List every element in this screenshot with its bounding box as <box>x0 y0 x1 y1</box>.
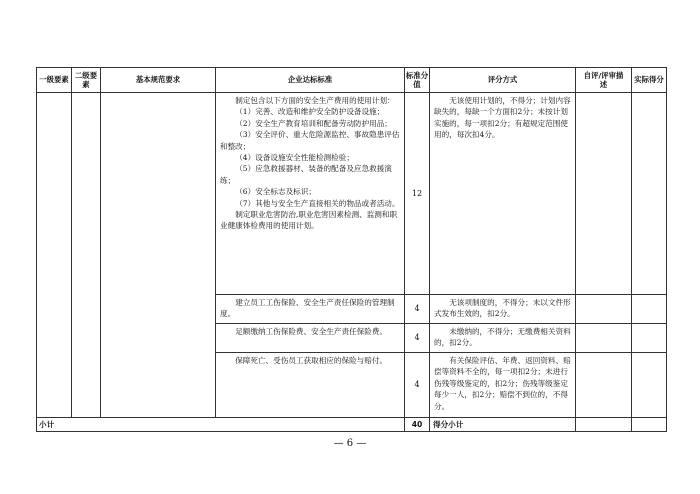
header-basic-requirements: 基本规范要求 <box>101 68 216 93</box>
standard-paragraph: 制定包含以下方面的安全生产费用的使用计划： <box>235 96 395 105</box>
standard-paragraph: 保障死亡、受伤员工获取相应的保险与赔付。 <box>235 356 388 365</box>
subtotal-self-eval-cell <box>576 418 632 432</box>
header-self-evaluation: 自评/评审描 述 <box>576 68 632 93</box>
score-cell: 12 <box>405 93 430 295</box>
standard-cell <box>216 324 405 353</box>
table-row <box>37 93 667 295</box>
standard-paragraph: 建立员工工伤保险、安全生产责任保险的管理制度。 <box>220 298 395 319</box>
self-eval-cell <box>576 324 632 353</box>
standard-cell <box>216 93 405 295</box>
standard-item: （5）应急救援器材、装备的配备及应急救援演练； <box>220 164 392 185</box>
actual-score-cell <box>632 353 667 418</box>
standard-paragraph: 制定职业危害防治,职业危害因素检测、监测和职业健康体检费用的使用计划。 <box>220 210 398 231</box>
method-cell <box>430 324 576 353</box>
header-scoring-method: 评分方式 <box>430 68 576 93</box>
method-text: 无该使用计划的，不得分；计划内容缺失的，每缺一个方面扣2分；未按计划实施的，每一项扣2分；有超规定范围使用的，每次扣4分。 <box>434 96 571 140</box>
standard-item: （6）安全标志及标识； <box>235 187 316 197</box>
method-text: 无该项制度的，不得分；未以文件形式发布生效的，扣2分。 <box>434 298 571 319</box>
level1-cell <box>37 93 72 418</box>
actual-score-cell <box>632 324 667 353</box>
header-actual-score: 实际得分 <box>632 68 667 93</box>
standard-cell <box>216 295 405 324</box>
standard-item: （1）完善、改造和维护安全防护设备设施； <box>235 107 385 117</box>
header-enterprise-standard: 企业达标标准 <box>216 68 405 93</box>
standard-item: （4）设备设施安全性能检测检验； <box>235 153 354 163</box>
method-cell <box>430 93 576 295</box>
self-eval-cell <box>576 353 632 418</box>
standard-paragraph: 足额缴纳工伤保险费、安全生产责任保险费。 <box>235 327 388 336</box>
self-eval-cell <box>576 295 632 324</box>
header-standard-score: 标准分值 <box>405 68 430 93</box>
actual-score-cell <box>632 295 667 324</box>
standards-table <box>36 67 667 432</box>
level2-cell <box>72 93 101 418</box>
subtotal-method-label: 得分小计 <box>430 418 576 432</box>
header-level1: 一级要素 <box>37 68 72 93</box>
subtotal-value: 40 <box>405 418 430 432</box>
standard-item: （7）其他与安全生产直接相关的物品或者活动。 <box>235 198 400 208</box>
method-text: 未缴纳的，不得分；无缴费相关资料的，扣2分。 <box>434 327 571 348</box>
standard-item: （3）安全评价、重大危险源监控、事故隐患评估和整改； <box>220 130 400 151</box>
subtotal-actual-cell <box>632 418 667 432</box>
score-cell: 4 <box>405 353 430 418</box>
method-cell <box>430 353 576 418</box>
standard-item: （2）安全生产教育培训和配备劳动防护用品； <box>235 118 392 128</box>
basic-requirements-cell <box>101 93 216 418</box>
header-level2: 二级要素 <box>72 68 101 93</box>
score-cell: 4 <box>405 324 430 353</box>
subtotal-row <box>37 418 667 432</box>
actual-score-cell <box>632 93 667 295</box>
method-cell <box>430 295 576 324</box>
header-row <box>37 68 667 93</box>
subtotal-label: 小计 <box>37 418 405 432</box>
method-text: 有关保险评估、年费、返回资料、赔偿等资料不全的，每一项扣2分；未进行伤残等级鉴定的，扣2分；伤残等级鉴定每少一人，扣2分；赔偿不到位的，不得分。 <box>434 356 571 411</box>
page-number: — 6 — <box>333 438 367 449</box>
standard-cell <box>216 353 405 418</box>
score-cell: 4 <box>405 295 430 324</box>
self-eval-cell <box>576 93 632 295</box>
